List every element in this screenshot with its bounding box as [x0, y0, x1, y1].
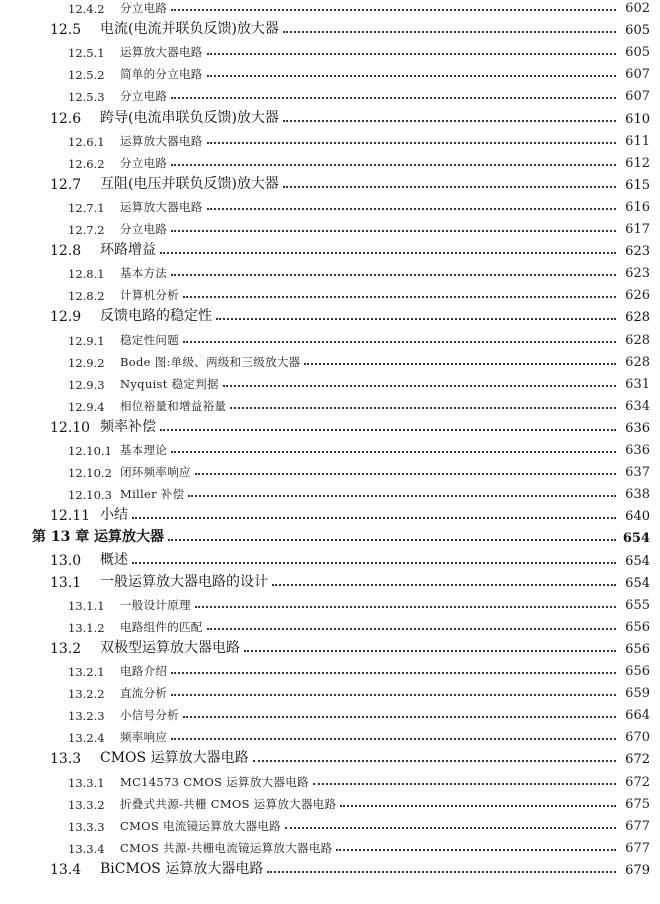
toc-section[interactable]	[50, 303, 650, 325]
dot-leader	[160, 429, 616, 431]
toc-entry-number: 12.8.1	[68, 267, 105, 282]
toc-entry-number: 12.10.2	[68, 466, 112, 481]
toc-entry-number: 13.2.3	[68, 709, 105, 724]
toc-subsection[interactable]	[68, 723, 650, 745]
toc-section[interactable]	[50, 237, 650, 259]
toc-entry-title: 相位裕量和增益裕量	[120, 398, 227, 413]
toc-entry-title: 小信号分析	[120, 708, 179, 723]
toc-section[interactable]	[50, 856, 650, 878]
dot-leader	[340, 805, 616, 807]
dot-leader	[168, 539, 616, 541]
toc-page-number: 631	[625, 376, 650, 392]
dot-leader	[171, 738, 616, 740]
toc-page-number: 675	[625, 796, 650, 812]
toc-entry-title: CMOS 共源-共栅电流镜运算放大器电路	[120, 840, 333, 855]
toc-entry-title: 折叠式共源-共栅 CMOS 运算放大器电路	[120, 796, 337, 811]
toc-page-number: 672	[625, 774, 650, 790]
dot-leader	[188, 495, 616, 497]
toc-entry-title: CMOS 电流镜运算放大器电路	[120, 818, 282, 833]
toc-entry-number: 12.10.3	[68, 488, 112, 503]
dot-leader	[223, 385, 616, 387]
toc-entry-number: 12.7	[50, 176, 82, 193]
toc-page-number: 628	[625, 354, 650, 370]
toc-subsection[interactable]	[68, 127, 650, 149]
toc-page-number: 672	[625, 752, 650, 768]
toc-entry-title: 一般设计原理	[120, 597, 191, 612]
toc-page-number: 636	[625, 420, 650, 436]
dot-leader	[171, 451, 616, 453]
toc-entry-title: 电流(电流并联负反馈)放大器	[100, 21, 279, 38]
toc-page-number: 670	[625, 730, 650, 746]
toc-subsection[interactable]	[68, 326, 650, 348]
toc-entry-number: 12.6.2	[68, 156, 105, 171]
toc-entry-title: 一般运算放大器电路的设计	[100, 573, 268, 590]
toc-subsection[interactable]	[68, 281, 650, 303]
toc-entry-title: Bode 图:单级、两级和三级放大器	[120, 354, 301, 369]
dot-leader	[132, 562, 616, 564]
toc-entry-number: 13.3.3	[68, 819, 105, 834]
toc-chapter[interactable]	[32, 524, 650, 546]
toc-entry-title: 运算放大器电路	[120, 199, 203, 214]
toc-page-number: 677	[625, 840, 650, 856]
toc-entry-title: 计算机分析	[120, 288, 179, 303]
toc-entry-number: 12.9.1	[68, 333, 105, 348]
dot-leader	[207, 208, 616, 210]
toc-subsection[interactable]	[68, 768, 650, 790]
toc-entry-title: 反馈电路的稳定性	[100, 308, 212, 325]
toc-section[interactable]	[50, 635, 650, 657]
toc-entry-title: MC14573 CMOS 运算放大器电路	[120, 774, 309, 789]
toc-section[interactable]	[50, 414, 650, 436]
dot-leader	[267, 871, 616, 873]
dot-leader	[283, 120, 616, 122]
toc-subsection[interactable]	[68, 834, 650, 856]
toc-page-number: 677	[625, 818, 650, 834]
toc-page-number: 654	[625, 553, 650, 569]
toc-entry-title: Nyquist 稳定判据	[120, 376, 219, 391]
toc-section[interactable]	[50, 16, 650, 38]
toc-subsection[interactable]	[68, 436, 650, 458]
dot-leader	[171, 9, 616, 11]
dot-leader	[230, 407, 616, 409]
toc-subsection[interactable]	[68, 0, 650, 16]
toc-subsection[interactable]	[68, 701, 650, 723]
toc-entry-title: 运算放大器	[94, 529, 164, 546]
dot-leader	[304, 363, 616, 365]
toc-page-number: 656	[625, 641, 650, 657]
dot-leader	[183, 296, 616, 298]
toc-entry-title: 电路介绍	[120, 664, 168, 678]
toc-page-number: 664	[625, 708, 650, 724]
toc-subsection[interactable]	[68, 193, 650, 215]
dot-leader	[207, 142, 616, 144]
toc-entry-number: 13.3.2	[68, 797, 105, 812]
toc-entry-title: Miller 补偿	[120, 487, 185, 502]
dot-leader	[253, 760, 616, 762]
dot-leader	[183, 716, 616, 718]
dot-leader	[283, 31, 616, 33]
dot-leader	[171, 230, 616, 232]
dot-leader	[207, 628, 616, 630]
toc-subsection[interactable]	[68, 657, 650, 679]
toc-subsection[interactable]	[68, 348, 650, 370]
dot-leader	[160, 252, 616, 254]
toc-entry-number: 13.1.2	[68, 620, 105, 635]
toc-section[interactable]	[50, 105, 650, 127]
toc-subsection[interactable]	[68, 259, 650, 281]
toc-page-number: 623	[625, 266, 650, 282]
toc-entry-title: 频率响应	[120, 730, 168, 745]
toc-subsection[interactable]	[68, 149, 650, 171]
toc-entry-title: 简单的分立电路	[120, 67, 203, 82]
toc-page-number: 656	[625, 664, 650, 679]
toc-page-number: 636	[625, 443, 650, 458]
toc-page-number: 611	[625, 133, 650, 149]
toc-entry-number: 13.2.2	[68, 687, 105, 702]
toc-entry-title: 概述	[100, 551, 128, 568]
toc-page-number: 605	[625, 45, 650, 61]
toc-page-number: 607	[625, 89, 650, 105]
toc-entry-title: 稳定性问题	[120, 332, 179, 347]
toc-subsection[interactable]	[68, 392, 650, 414]
toc-entry-number: 12.8	[50, 243, 82, 260]
toc-page-number: 637	[625, 465, 650, 481]
toc-page-number: 659	[625, 686, 650, 702]
toc-page-number: 640	[625, 509, 650, 525]
toc-entry-title: 直流分析	[120, 686, 168, 701]
toc-subsection[interactable]	[68, 591, 650, 613]
toc-entry-number: 12.5.3	[68, 90, 105, 105]
dot-leader	[336, 849, 616, 851]
toc-entry-title: 跨导(电流串联负反馈)放大器	[100, 109, 279, 126]
toc-entry-title: 分立电路	[120, 222, 168, 236]
toc-page-number: 615	[625, 177, 650, 193]
dot-leader	[285, 827, 616, 829]
toc-section[interactable]	[50, 569, 650, 591]
dot-leader	[244, 650, 616, 652]
toc-entry-number: 12.9.2	[68, 355, 105, 370]
toc-page-number: 679	[625, 862, 650, 878]
dot-leader	[171, 164, 616, 166]
dot-leader	[195, 473, 616, 475]
toc-entry-title: 小结	[100, 507, 128, 524]
toc-section[interactable]	[50, 171, 650, 193]
toc-entry-title: 基本理论	[120, 443, 168, 457]
toc-page-number: 626	[625, 288, 650, 304]
toc-entry-title: 分立电路	[120, 89, 168, 104]
toc-page-number: 634	[625, 398, 650, 414]
toc-section[interactable]	[50, 745, 650, 767]
toc-entry-title: 分立电路	[120, 1, 168, 15]
toc-entry-number: 13.3.1	[68, 775, 105, 790]
toc-entry-title: 频率补偿	[100, 418, 156, 435]
toc-entry-number: 13.2.4	[68, 731, 105, 746]
toc-entry-number: 13.1	[50, 574, 82, 591]
toc-subsection[interactable]	[68, 790, 650, 812]
toc-section[interactable]	[50, 547, 650, 569]
toc-page-number: 623	[625, 244, 650, 260]
toc-entry-number: 13.2.1	[68, 665, 105, 679]
dot-leader	[283, 186, 616, 188]
toc-subsection[interactable]	[68, 480, 650, 502]
toc-entry-number: 12.11	[50, 508, 91, 525]
toc-entry-title: 电路组件的匹配	[120, 619, 203, 634]
toc-subsection[interactable]	[68, 679, 650, 701]
toc-entry-number: 13.0	[50, 552, 82, 569]
toc-entry-number: 12.9.4	[68, 399, 105, 414]
toc-entry-number: 13.3.4	[68, 841, 105, 856]
toc-entry-number: 13.3	[50, 751, 82, 768]
toc-entry-title: 基本方法	[120, 266, 168, 281]
toc-subsection[interactable]	[68, 812, 650, 834]
toc-page-number: 654	[622, 531, 650, 547]
toc-entry-title: CMOS 运算放大器电路	[100, 750, 249, 767]
toc-entry-number: 12.6.1	[68, 134, 105, 149]
toc-page-number: 617	[625, 222, 650, 237]
toc-page-number: 628	[625, 332, 650, 348]
toc-entry-title: 闭环频率响应	[120, 465, 191, 480]
toc-entry-number: 12.4.2	[68, 2, 105, 16]
dot-leader	[207, 53, 616, 55]
dot-leader	[171, 274, 616, 276]
toc-page-number: 605	[625, 23, 650, 39]
toc-entry-title: 环路增益	[100, 242, 156, 259]
toc-entry-number: 12.10	[50, 419, 91, 436]
toc-entry-number: 12.6	[50, 110, 82, 127]
toc-page-number: 610	[625, 111, 650, 127]
toc-entry-number: 12.9.3	[68, 377, 105, 392]
toc-entry-number: 13.4	[50, 861, 82, 878]
dot-leader	[132, 517, 616, 519]
toc-page-number: 656	[625, 619, 650, 635]
toc-entry-title: BiCMOS 运算放大器电路	[100, 860, 264, 877]
dot-leader	[183, 341, 616, 343]
toc-page-number: 607	[625, 67, 650, 83]
toc-subsection[interactable]	[68, 82, 650, 104]
toc-page-number: 655	[625, 597, 650, 613]
toc-entry-title: 双极型运算放大器电路	[100, 639, 240, 656]
toc-page-number: 616	[625, 199, 650, 215]
toc-subsection[interactable]	[68, 458, 650, 480]
toc-entry-number: 12.5.1	[68, 46, 105, 61]
toc-entry-number: 13.2	[50, 640, 82, 657]
toc-entry-title: 分立电路	[120, 155, 168, 170]
dot-leader	[171, 672, 616, 674]
toc-subsection[interactable]	[68, 370, 650, 392]
toc-entry-number: 12.9	[50, 309, 82, 326]
toc-page-number: 628	[625, 310, 650, 326]
dot-leader	[272, 584, 616, 586]
toc-entry-number: 12.5.2	[68, 68, 105, 83]
dot-leader	[195, 606, 616, 608]
toc-entry-number: 12.8.2	[68, 289, 105, 304]
toc-subsection[interactable]	[68, 60, 650, 82]
dot-leader	[216, 318, 616, 320]
toc-page-number: 612	[625, 155, 650, 171]
toc-entry-number: 13.1.1	[68, 598, 105, 613]
toc-subsection[interactable]	[68, 38, 650, 60]
toc-page-number: 602	[625, 1, 650, 16]
dot-leader	[207, 75, 616, 77]
toc-entry-number: 12.10.1	[68, 444, 112, 458]
toc-subsection[interactable]	[68, 613, 650, 635]
toc-entry-number: 第 13 章	[32, 529, 90, 546]
toc-section[interactable]	[50, 502, 650, 524]
toc-entry-number: 12.7.2	[68, 223, 105, 237]
toc-page-number: 654	[625, 575, 650, 591]
toc-entry-title: 运算放大器电路	[120, 133, 203, 148]
toc-entry-number: 12.5	[50, 22, 82, 39]
toc-page-number: 638	[625, 487, 650, 503]
toc-entry-title: 运算放大器电路	[120, 45, 203, 60]
toc-subsection[interactable]	[68, 215, 650, 237]
dot-leader	[171, 694, 616, 696]
toc-entry-number: 12.7.1	[68, 200, 105, 215]
dot-leader	[313, 783, 616, 785]
dot-leader	[171, 97, 616, 99]
toc-entry-title: 互阻(电压并联负反馈)放大器	[100, 175, 279, 192]
